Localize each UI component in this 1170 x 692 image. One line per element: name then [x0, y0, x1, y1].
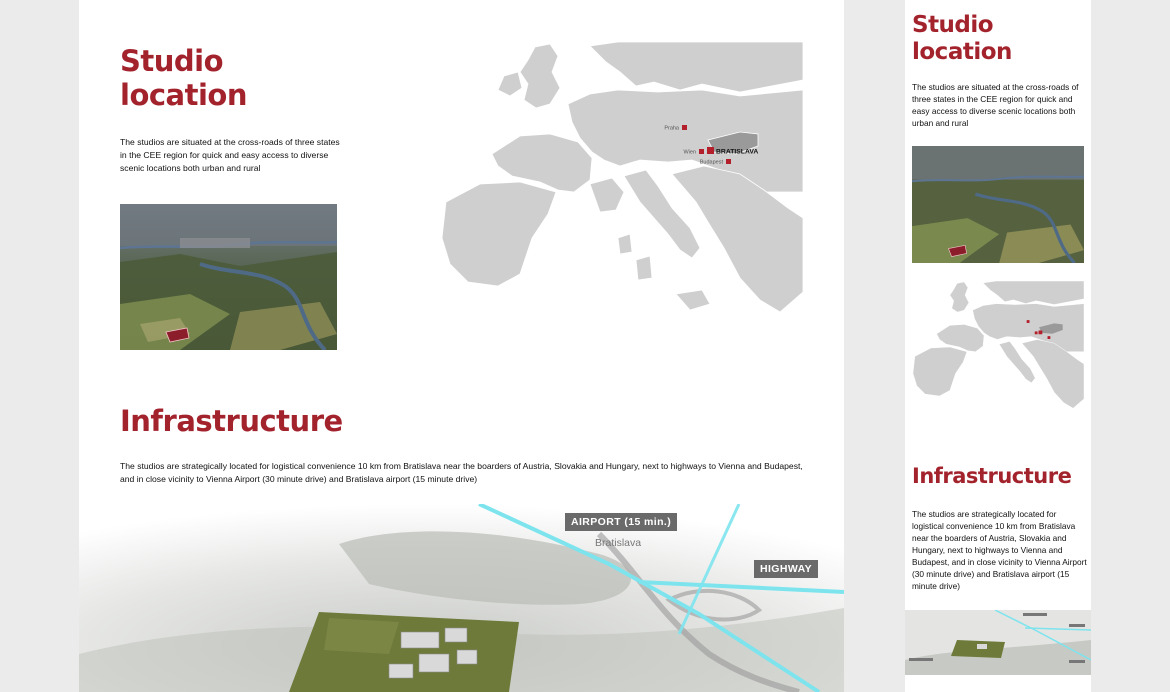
- vienna-label: Wien: [683, 149, 696, 156]
- prague-label: Praha: [664, 125, 679, 132]
- aerial-photo: [120, 204, 337, 350]
- vienna-marker: [699, 149, 704, 154]
- mobile-studio-location-heading: Studio location: [912, 12, 1012, 66]
- highway-tag: HIGHWAY: [754, 560, 818, 578]
- mobile-aerial-photo: [912, 146, 1084, 263]
- airport-tag: AIRPORT (15 min.): [565, 513, 677, 531]
- bratislava-label: BRATISLAVA: [716, 148, 759, 156]
- mobile-studio-location-description: The studios are situated at the cross-roads of three states in the CEE region for quick and easy access to diverse scenic locations both urban and rural: [912, 82, 1079, 128]
- budapest-marker: [726, 159, 731, 164]
- mobile-page: [905, 0, 1091, 692]
- infrastructure-description: The studios are strategically located for logistical convenience 10 km from Bratislava near the boarders of Austria, Slovakia and Hungary, next to highways to Vienna and Budapest, and in close vicinity to Vienna Airport (30 minute drive) and Bratislava airport (15 minute drive): [120, 461, 803, 484]
- bratislava-image-label: Bratislava: [595, 537, 642, 549]
- mobile-infrastructure-heading: Infrastructure: [912, 464, 1072, 488]
- infrastructure-heading: Infrastructure: [120, 404, 343, 438]
- mobile-europe-map: [912, 281, 1084, 413]
- bratislava-marker: [707, 147, 714, 154]
- desktop-page: [79, 0, 844, 692]
- studio-location-heading: Studio location: [120, 44, 247, 113]
- mobile-infrastructure-aerial-image: [905, 610, 1091, 675]
- mobile-infrastructure-description: The studios are strategically located for logistical convenience 10 km from Bratislava near the boarders of Austria, Slovakia and Hungary, next to highways to Vienna and Budapest, and in close vicinity to Vienna Airport (30 minute drive) and Bratislava airport (15 minute drive): [912, 509, 1087, 591]
- studio-location-description: The studios are situated at the cross-roads of three states in the CEE region for quick and easy access to diverse scenic locations both urban and rural: [120, 137, 340, 173]
- budapest-label: Budapest: [699, 159, 723, 166]
- infrastructure-aerial-image: [79, 504, 844, 692]
- prague-marker: [682, 125, 687, 130]
- europe-map: [440, 42, 803, 322]
